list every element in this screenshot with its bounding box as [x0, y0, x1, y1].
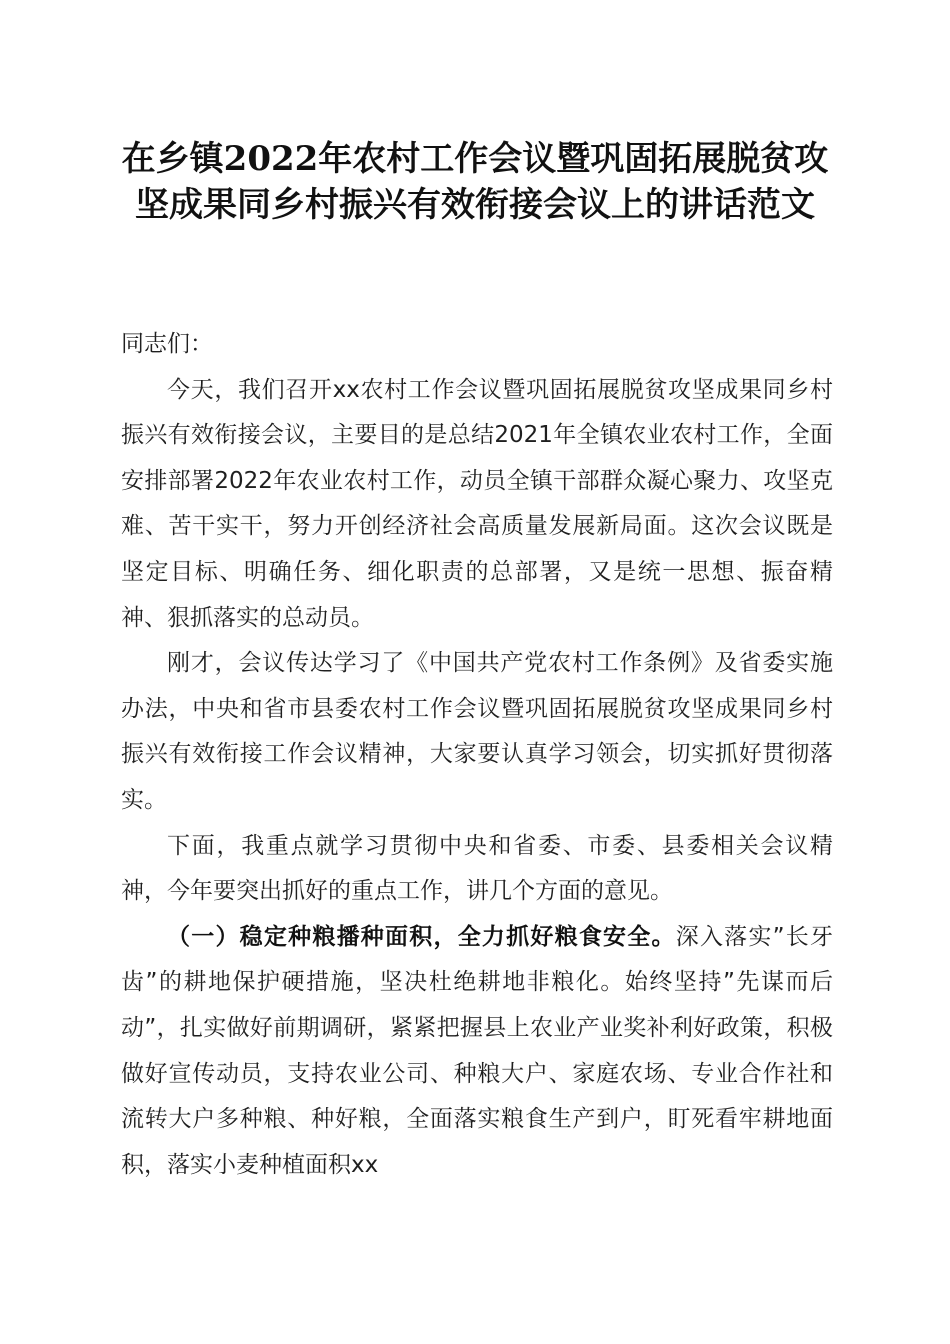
salutation: 同志们：	[121, 331, 213, 357]
paragraph: 刚才，会议传达学习了《中国共产党农村工作条例》及省委实施办法，中央和省市县委农村工作会议暨巩固拓展脱贫攻坚成果同乡村振兴有效衔接工作会议精神，大家要认真学习领会，切实抓好贯彻落实。	[121, 650, 833, 813]
document-title: 在乡镇2022年农村工作会议暨巩固拓展脱贫攻坚成果同乡村振兴有效衔接会议上的讲话范文	[121, 139, 829, 225]
paragraph: 今天，我们召开xx农村工作会议暨巩固拓展脱贫攻坚成果同乡村振兴有效衔接会议，主要目的是总结2021年全镇农业农村工作，全面安排部署2022年农业农村工作，动员全镇干部群众凝心聚力、攻坚克难、苦干实干，努力开创经济社会高质量发展新局面。这次会议既是坚定目标、明确任务、细化职责的总部署，又是统一思想、振奋精神、狠抓落实的总动员。	[121, 376, 833, 631]
document-body	[121, 322, 833, 1188]
section-heading: （一）稳定种粮播种面积，全力抓好粮食安全。	[167, 923, 676, 950]
paragraph	[121, 915, 833, 1189]
paragraph-text: 深入落实”长牙齿”的耕地保护硬措施，坚决杜绝耕地非粮化。始终坚持”先谋而后动”，扎实做好前期调研，紧紧把握县上农业产业奖补利好政策，积极做好宣传动员，支持农业公司、种粮大户、家庭农场、专业合作社和流转大户多种粮、种好粮，全面落实粮食生产到户，盯死看牢耕地面积，落实小麦种植面积xx	[121, 923, 834, 1178]
paragraph: 下面，我重点就学习贯彻中央和省委、市委、县委相关会议精神，今年要突出抓好的重点工作，讲几个方面的意见。	[121, 832, 833, 905]
